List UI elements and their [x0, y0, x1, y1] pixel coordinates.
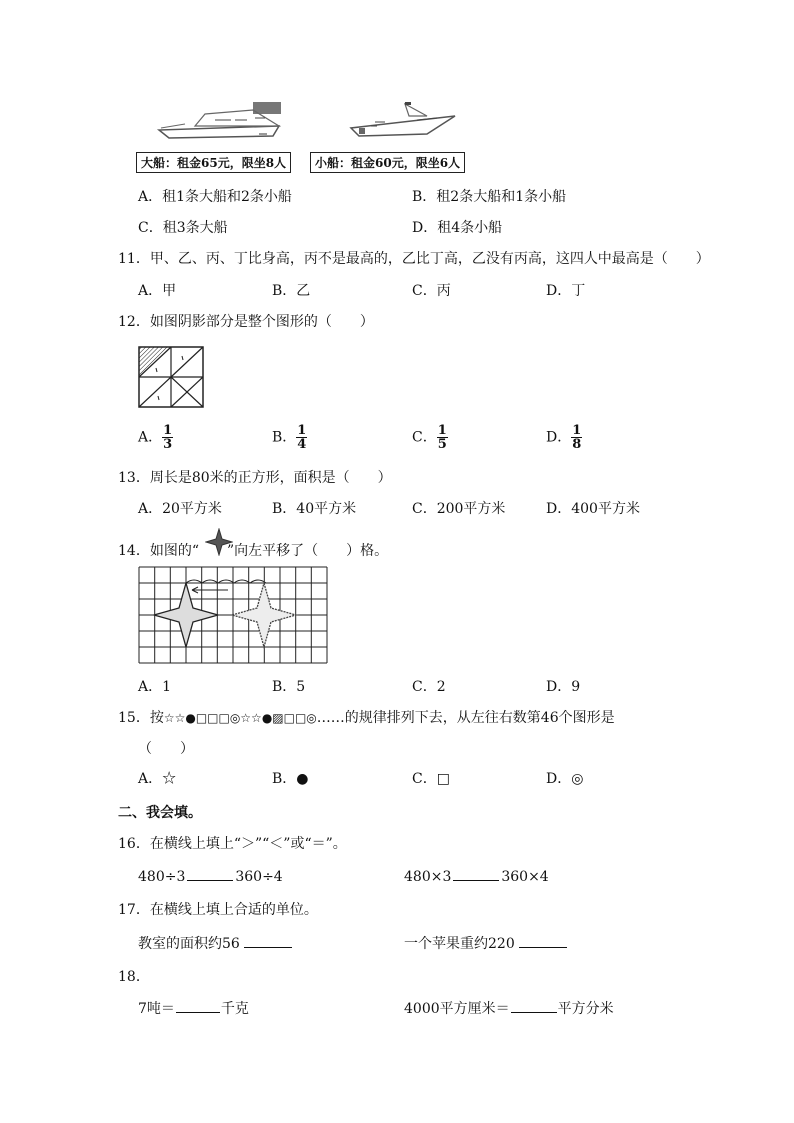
q18-left-conversion: 7吨＝ 千克	[138, 998, 249, 1018]
q14-option-c[interactable]: C．2	[412, 679, 446, 695]
q13-option-a[interactable]: A．20平方米	[138, 501, 222, 517]
q14-option-b[interactable]: B．5	[272, 679, 306, 695]
q14-translation-grid	[138, 566, 330, 664]
fraction-one-quarter: $\frac{1}{4}$	[297, 423, 307, 452]
q14-question: 14．如图的“ ”向左平移了（ ）格。	[118, 543, 389, 559]
q11-option-d[interactable]: D．丁	[546, 283, 586, 299]
q12-option-d[interactable]: D． $\frac{1}{8}$	[546, 423, 582, 452]
q18-right-conversion: 4000平方厘米＝ 平方分米	[404, 998, 614, 1018]
q11-option-c[interactable]: C．丙	[412, 283, 451, 299]
q17-left-item: 教室的面积约56	[138, 933, 292, 953]
q14-option-d[interactable]: D．9	[546, 679, 581, 695]
q15-answer-paren: （ ）	[138, 741, 194, 757]
q18-blank-1[interactable]	[176, 998, 220, 1013]
q12-option-a[interactable]: A． $\frac{1}{3}$	[138, 423, 173, 452]
q10-option-b[interactable]: B．租2条大船和1条小船	[412, 189, 567, 205]
section-2-title: 二、我会填。	[118, 805, 202, 821]
q13-option-d[interactable]: D．400平方米	[546, 501, 640, 517]
big-boat-illustration	[155, 96, 285, 144]
q18-number: 18．	[118, 969, 150, 985]
q16-left-comparison: 480÷3 360÷4	[138, 866, 283, 885]
q17-blank-1[interactable]	[244, 933, 292, 948]
q11-question: 11．甲、乙、丙、丁比身高，丙不是最高的，乙比丁高，乙没有丙高，这四人中最高是（ ）	[118, 251, 710, 267]
q10-option-a[interactable]: A．租1条大船和2条小船	[138, 189, 292, 205]
q17-question: 17．在横线上填上合适的单位。	[118, 902, 318, 918]
q14-option-a[interactable]: A．1	[138, 679, 172, 695]
fraction-one-fifth: $\frac{1}{5}$	[437, 423, 447, 452]
q16-blank-1[interactable]	[187, 866, 233, 881]
q15-option-a[interactable]: A．☆	[138, 771, 177, 787]
q13-option-c[interactable]: C．200平方米	[412, 501, 506, 517]
q16-blank-2[interactable]	[453, 866, 499, 881]
q13-option-b[interactable]: B．40平方米	[272, 501, 357, 517]
q15-option-d[interactable]: D．◎	[546, 771, 584, 787]
big-boat-label: 大船：租金65元，限坐8人	[136, 152, 291, 173]
q12-option-c[interactable]: C． $\frac{1}{5}$	[412, 423, 447, 452]
fraction-one-third: $\frac{1}{3}$	[163, 423, 173, 452]
fraction-one-eighth: $\frac{1}{8}$	[572, 423, 582, 452]
q10-option-c[interactable]: C．租3条大船	[138, 220, 228, 236]
q16-question: 16．在横线上填上“＞”“＜”或“＝”。	[118, 836, 347, 852]
q12-option-b[interactable]: B． $\frac{1}{4}$	[272, 423, 307, 452]
q15-option-c[interactable]: C．□	[412, 771, 450, 787]
q17-blank-2[interactable]	[519, 933, 567, 948]
q12-shaded-grid-figure	[138, 346, 204, 408]
q11-option-a[interactable]: A．甲	[138, 283, 177, 299]
q16-right-comparison: 480×3 360×4	[404, 866, 549, 885]
q13-question: 13．周长是80米的正方形，面积是（ ）	[118, 470, 392, 486]
q15-question: 15．按☆☆●□□□◎☆☆●▨□□◎……的规律排列下去，从左往右数第46个图形是	[118, 710, 615, 726]
q15-option-b[interactable]: B．●	[272, 771, 309, 787]
q12-question: 12．如图阴影部分是整个图形的（ ）	[118, 314, 374, 330]
q15-shape-pattern: ☆☆●□□□◎☆☆●▨□□◎	[163, 711, 317, 725]
four-point-star-icon	[205, 528, 233, 556]
q18-blank-2[interactable]	[511, 998, 557, 1013]
small-boat-label: 小船：租金60元，限坐6人	[310, 152, 465, 173]
q17-right-item: 一个苹果重约220	[404, 933, 567, 953]
q11-option-b[interactable]: B．乙	[272, 283, 311, 299]
q10-option-d[interactable]: D．租4条小船	[412, 220, 503, 236]
small-boat-illustration	[345, 100, 460, 142]
